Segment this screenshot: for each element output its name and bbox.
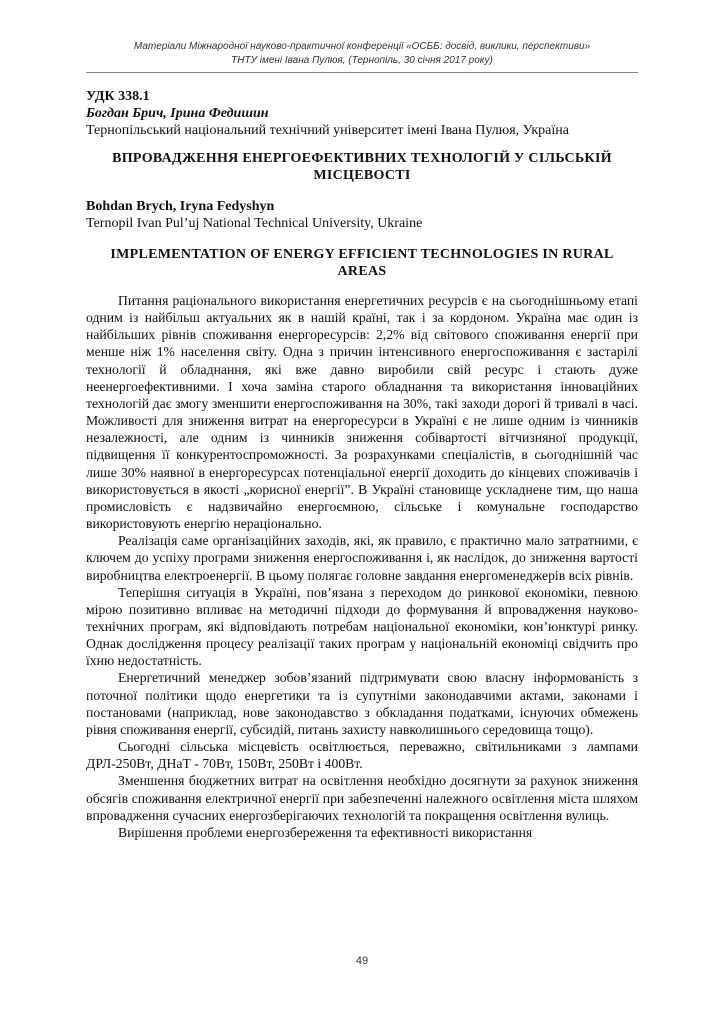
- running-header-line1: Матеріали Міжнародної науково-практичної конференції «ОСББ: досвід, виклики, перспективи»: [133, 41, 591, 52]
- authors-english: Bohdan Brych, Iryna Fedyshyn: [86, 199, 275, 214]
- header-divider: [86, 72, 638, 73]
- paragraph: Реалізація саме організаційних заходів, які, як правило, є практично мало затратними, є ключем до успіху програми зниження енергоспоживання і, як наслідок, до зниження вартості виробництва електроенергії. В цьому полягає головне завдання енергоменеджерів всіх рівнів.: [86, 533, 638, 583]
- paragraph: Сьогодні сільська місцевість освітлюється, переважно, світильниками з лампами ДРЛ-250Вт, ДНаТ - 70Вт, 150Вт, 250Вт і 400Вт.: [86, 739, 638, 772]
- running-header: [86, 40, 638, 68]
- paragraph: Питання раціонального використання енергетичних ресурсів є на сьогоднішньому етапі одним із найбільш актуальних як в нашій країні, так і за кордоном. Україна має один із найбільших рівнів споживання енергоресурсів: 2,2% від світового споживання енергії при менше ніж 1% населення світу. Одна з причин інтенсивного енергоспоживання є застарілі технології й обладнання, які вже давно виробили свій ресурс і стають дуже неенергоефективними. І хоча заміна старого обладнання та використання інноваційних технологій дає змогу зменшити енергоспоживання на 30%, такі заходи дорогі й тривалі в часі. Можливості для зниження витрат на енергоресурси в Україні є не лише одним із чинників незалежності, але одним із чинників зниження собівартості вітчизняної продукції, підвищення її конкурентоспроможності. За розрахунками спеціалістів, в сьогоднішній час лише 30% наявної в енергоресурсах потенціальної енергії доходить до кінцевих споживачів і використовується в якості „корисної енергії”. В Україні становище ускладнене тим, що наша промисловість є надзвичайно енергоємною, сільське і комунальне господарство використовують енергію нераціонально.: [86, 293, 638, 532]
- paragraph: Зменшення бюджетних витрат на освітлення необхідно досягнути за рахунок зниження обсягів споживання електричної енергії при забезпеченні належного освітлення міста шляхом впровадження сучасних енергозберігаючих технологій та покращення освітлення вулиць.: [86, 773, 638, 823]
- paragraph: Енергетичний менеджер зобов’язаний підтримувати свою власну інформованість з поточної політики щодо енергетики та із супутніми законодавчими актами, законами і постановами (наприклад, нове законодавство з обкладання податками, існуючих обмежень рівня споживання енергії, субсидій, питань захисту навколишнього середовища тощо).: [86, 670, 638, 737]
- udk-code: УДК 338.1: [86, 89, 150, 104]
- article-body: [86, 292, 638, 841]
- affiliation-ukrainian: Тернопільський національний технічний університет імені Івана Пулюя, Україна: [86, 123, 569, 138]
- affiliation-english: Ternopil Ivan Pul’uj National Technical University, Ukraine: [86, 216, 423, 231]
- authors-ukrainian: Богдан Брич, Ірина Федишин: [86, 106, 269, 121]
- paragraph: Вирішення проблеми енергозбереження та ефективності використання: [118, 824, 533, 840]
- page-number: 49: [355, 955, 369, 967]
- title-english: IMPLEMENTATION OF ENERGY EFFICIENT TECHNOLOGIES IN RURAL AREAS: [110, 247, 614, 279]
- paragraph: Теперішня ситуація в Україні, пов’язана з переходом до ринкової економіки, певною мірою позитивно впливає на методичні підходи до формування й впровадження науково-технічних програм, які відповідають потребам національної економіки, кон’юнктурі ринку. Однак дослідження процесу реалізації таких програм у національній економіці свідчить про їхню недостатність.: [86, 584, 638, 669]
- title-ukrainian: ВПРОВАДЖЕННЯ ЕНЕРГОЕФЕКТИВНИХ ТЕХНОЛОГІЙ У СІЛЬСЬКІЙ МІСЦЕВОСТІ: [112, 151, 612, 183]
- running-header-line2: ТНТУ імені Івана Пулюя, (Тернопіль, 30 січня 2017 року): [231, 55, 493, 66]
